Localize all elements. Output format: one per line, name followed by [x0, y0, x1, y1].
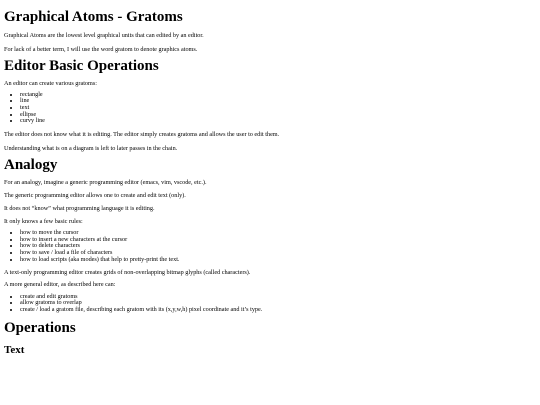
general-editor-capabilities-list [4, 294, 536, 314]
list-item: • line [20, 98, 536, 105]
analogy-paragraph: It only knows a few basic rules: [4, 217, 83, 225]
list-item: • how to delete characters [20, 243, 536, 250]
analogy-paragraph: A text-only programming editor creates grids of non-overlapping bitmap glyphs (called characters). [4, 268, 251, 276]
analogy-paragraph: It does not “know” what programming language it is editing. [4, 205, 155, 213]
list-item: • ellipse [20, 112, 536, 119]
list-item: • text [20, 105, 536, 112]
document-page [4, 0, 536, 357]
list-item: • rectangle [20, 92, 536, 99]
list-item: • allow gratoms to overlap [20, 300, 536, 307]
intro-paragraph: Graphical Atoms are the lowest level graphical units that can edited by an editor. [4, 32, 204, 39]
analogy-paragraph: The generic programming editor allows one to create and edit text (only). [4, 191, 186, 199]
list-item: • create / load a gratom file, describing each gratom with its (x,y,w,h) pixel coordinate and it’s type. [20, 307, 536, 314]
subsection-heading-text: Text [4, 343, 25, 356]
editor-paragraph: The editor does not know what it is editing. The editor simply creates gratoms and allows the user to edit them. [4, 131, 280, 139]
editor-paragraph: Understanding what is on a diagram is left to later passes in the chain. [4, 144, 178, 152]
list-item: • how to load scripts (aka modes) that help to pretty-print the text. [20, 257, 536, 264]
section-heading-operations: Operations [4, 319, 76, 336]
analogy-paragraph: A more general editor, as described here can: [4, 281, 116, 289]
editor-intro-paragraph: An editor can create various gratoms: [4, 80, 97, 87]
editor-rules-list [4, 230, 536, 264]
analogy-paragraph: For an analogy, imagine a generic programming editor (emacs, vim, vscode, etc.). [4, 179, 207, 187]
list-item: • create and edit gratoms [20, 294, 536, 301]
intro-paragraph: For lack of a better term, I will use the word gratom to denote graphics atoms. [4, 45, 198, 53]
list-item: • how to insert a new characters at the cursor [20, 237, 536, 244]
list-item: • curvy line [20, 118, 536, 125]
page-title: Graphical Atoms - Gratoms [4, 9, 183, 25]
section-heading-analogy: Analogy [4, 157, 58, 174]
section-heading-editor-basic-operations: Editor Basic Operations [4, 58, 159, 74]
gratom-types-list [4, 92, 536, 126]
list-item: • how to move the cursor [20, 230, 536, 237]
list-item: • how to save / load a file of characters [20, 250, 536, 257]
